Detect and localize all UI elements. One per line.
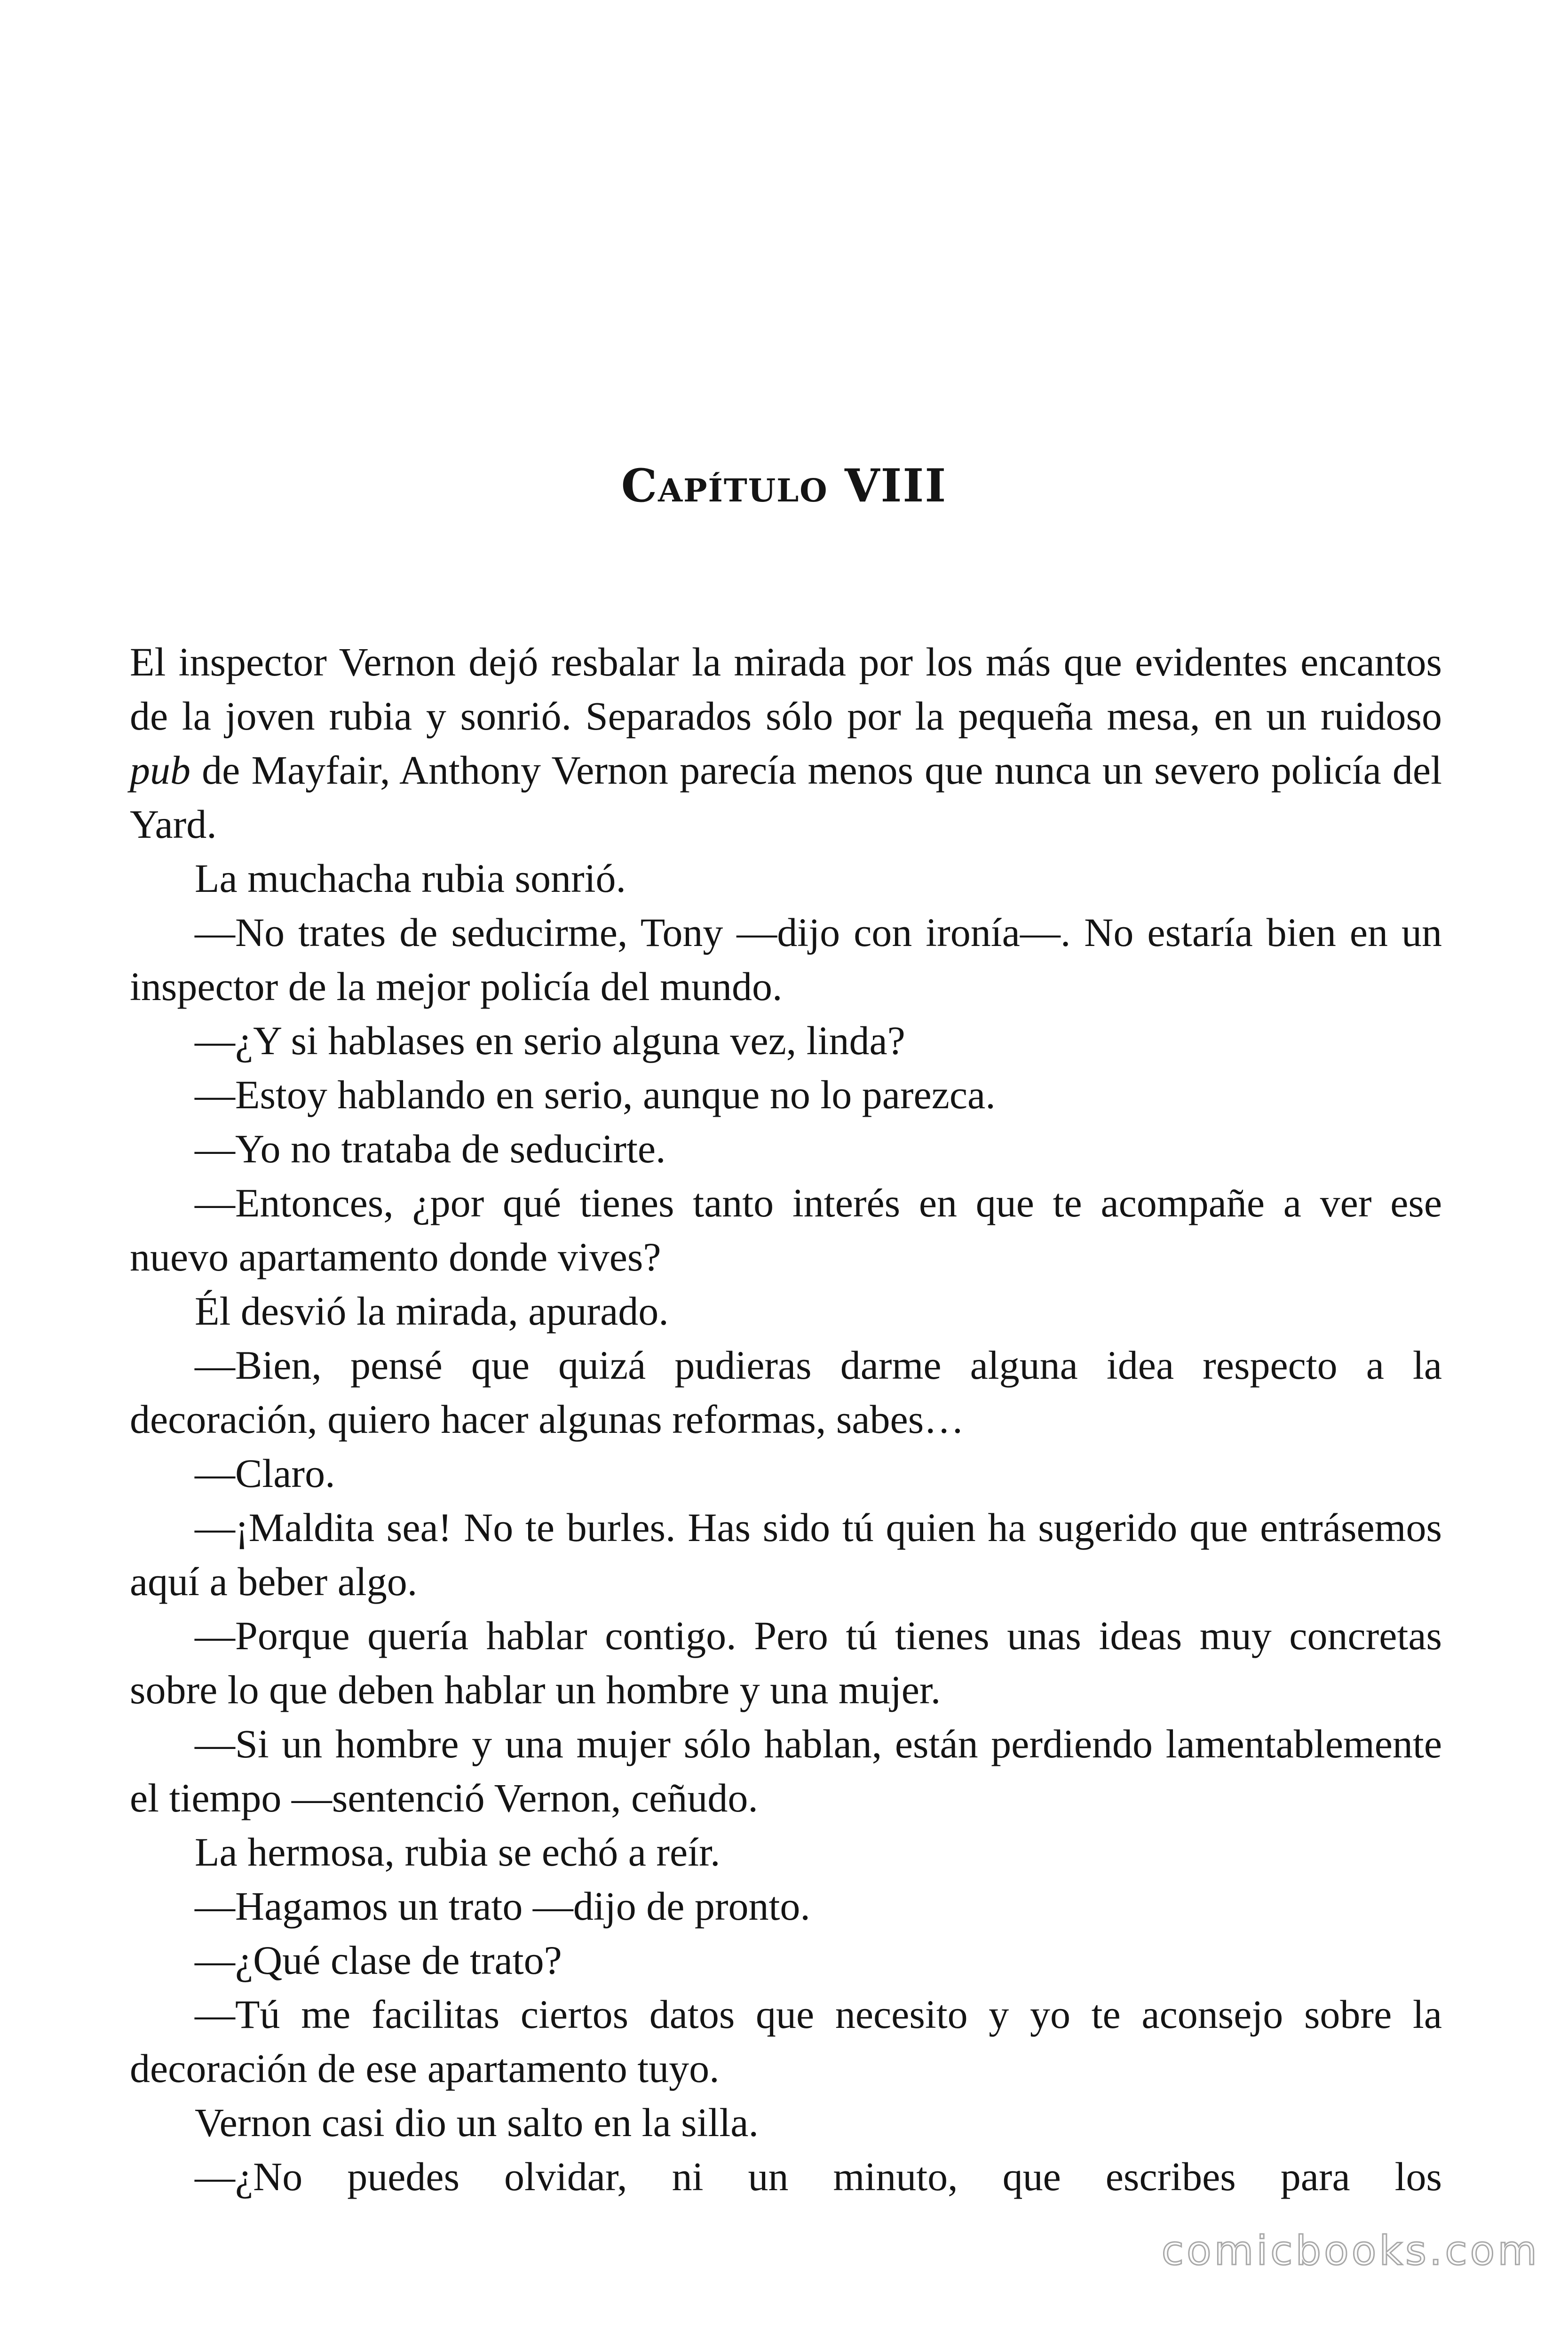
paragraph-3: —No trates de seducirme, Tony —dijo con ironía—. No estaría bien en un inspector de la mejor policía del mundo. xyxy=(130,910,1442,1009)
paragraph-1-pre: El inspector Vernon dejó resbalar la mirada por los más que evidentes encantos de la joven rubia y sonrió. Separados sólo por la pequeña mesa, en un ruidoso xyxy=(130,639,1442,739)
paragraph-7: —Entonces, ¿por qué tienes tanto interés en que te acompañe a ver ese nuevo apartamento donde vives? xyxy=(130,1180,1442,1279)
watermark: comicbooks.com xyxy=(1161,2227,1540,2274)
paragraph-12: —Porque quería hablar contigo. Pero tú tienes unas ideas muy concretas sobre lo que deben hablar un hombre y una mujer. xyxy=(130,1613,1442,1712)
paragraph-13: —Si un hombre y una mujer sólo hablan, están perdiendo lamentablemente el tiempo —sentenció Vernon, ceñudo. xyxy=(130,1721,1442,1820)
chapter-title: Capítulo VIII xyxy=(621,459,947,512)
paragraph-17: —Tú me facilitas ciertos datos que necesito y yo te aconsejo sobre la decoración de ese apartamento tuyo. xyxy=(130,1992,1442,2091)
paragraph-14: La hermosa, rubia se echó a reír. xyxy=(195,1829,721,1875)
paragraph-10: —Claro. xyxy=(195,1451,335,1496)
paragraph-1-emphasis: pub xyxy=(130,747,190,793)
paragraph-8: Él desvió la mirada, apurado. xyxy=(195,1288,669,1334)
paragraph-9: —Bien, pensé que quizá pudieras darme alguna idea respecto a la decoración, quiero hacer algunas reformas, sabes… xyxy=(130,1343,1442,1442)
body-text xyxy=(130,635,1442,2204)
paragraph-1-post: de Mayfair, Anthony Vernon parecía menos que nunca un severo policía del Yard. xyxy=(130,747,1442,847)
paragraph-18: Vernon casi dio un salto en la silla. xyxy=(195,2100,759,2145)
paragraph-6: —Yo no trataba de seducirte. xyxy=(195,1126,666,1171)
paragraph-11: —¡Maldita sea! No te burles. Has sido tú quien ha sugerido que entrásemos aquí a beber algo. xyxy=(130,1505,1442,1604)
paragraph-2: La muchacha rubia sonrió. xyxy=(195,856,626,901)
paragraph-19: —¿No puedes olvidar, ni un minuto, que escribes para los xyxy=(195,2154,1442,2199)
paragraph-4: —¿Y si hablases en serio alguna vez, linda? xyxy=(195,1018,905,1063)
paragraph-15: —Hagamos un trato —dijo de pronto. xyxy=(195,1883,810,1929)
paragraph-1 xyxy=(130,635,1442,851)
paragraph-16: —¿Qué clase de trato? xyxy=(195,1938,562,1983)
paragraph-5: —Estoy hablando en serio, aunque no lo parezca. xyxy=(195,1072,996,1117)
